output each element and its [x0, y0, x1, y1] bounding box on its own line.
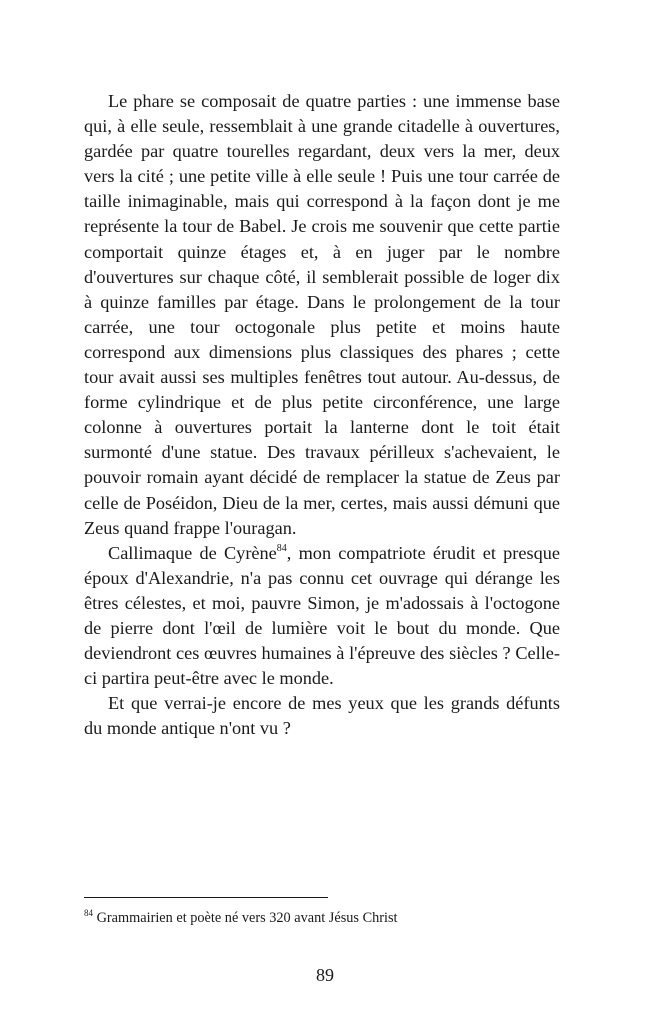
- paragraph-3: Et que verrai-je encore de mes yeux que les grands défunts du monde antique n'ont vu ?: [84, 693, 560, 739]
- footnote: [84, 909, 560, 928]
- footnote-text: Grammairien et poète né vers 320 avant Jésus Christ: [93, 910, 398, 926]
- footnote-number: 84: [84, 908, 93, 919]
- page-number: 89: [316, 965, 334, 985]
- paragraph-2: [84, 541, 560, 692]
- paragraph-2-start: Callimaque de Cyrène: [108, 542, 277, 563]
- footnote-reference[interactable]: 84: [276, 542, 287, 554]
- paragraph-2-rest: , mon compatriote érudit et presque époux d'Alexandrie, n'a pas connu cet ouvrage qui dérange les êtres célestes, et moi, pauvre Simon, je m'adossais à l'octogone de pierre dont l'œil de lumière voit le bout du monde. Que deviendront ces œuvres humaines à l'épreuve des siècles ? Celle-ci partira peut-être avec le monde.: [84, 542, 560, 689]
- footnote-separator: [84, 897, 328, 898]
- page-body-text: [84, 89, 560, 741]
- paragraph-1: Le phare se composait de quatre parties : une immense base qui, à elle seule, ressemblait à une grande citadelle à ouvertures, gardée par quatre tourelles regardant, deux vers la mer, deux vers la cité ; une petite ville à elle seule ! Puis une tour carrée de taille inimaginable, mais qui correspond à la façon dont je me représente la tour de Babel. Je crois me souvenir que cette partie comportait quinze étages et, à en juger par le nombre d'ouvertures sur chaque côté, il semblerait possible de loger dix à quinze familles par étage. Dans le prolongement de la tour carrée, une tour octogonale plus petite et moins haute correspond aux dimensions plus classiques des phares ; cette tour avait aussi ses multiples fenêtres tout autour. Au-dessus, de forme cylindrique et de plus petite circonférence, une large colonne à ouvertures portait la lanterne dont le toit était surmonté d'une statue. Des travaux périlleux s'achevaient, le pouvoir romain ayant décidé de remplacer la statue de Zeus par celle de Poséidon, Dieu de la mer, certes, mais aussi démuni que Zeus quand frappe l'ouragan.: [84, 91, 560, 538]
